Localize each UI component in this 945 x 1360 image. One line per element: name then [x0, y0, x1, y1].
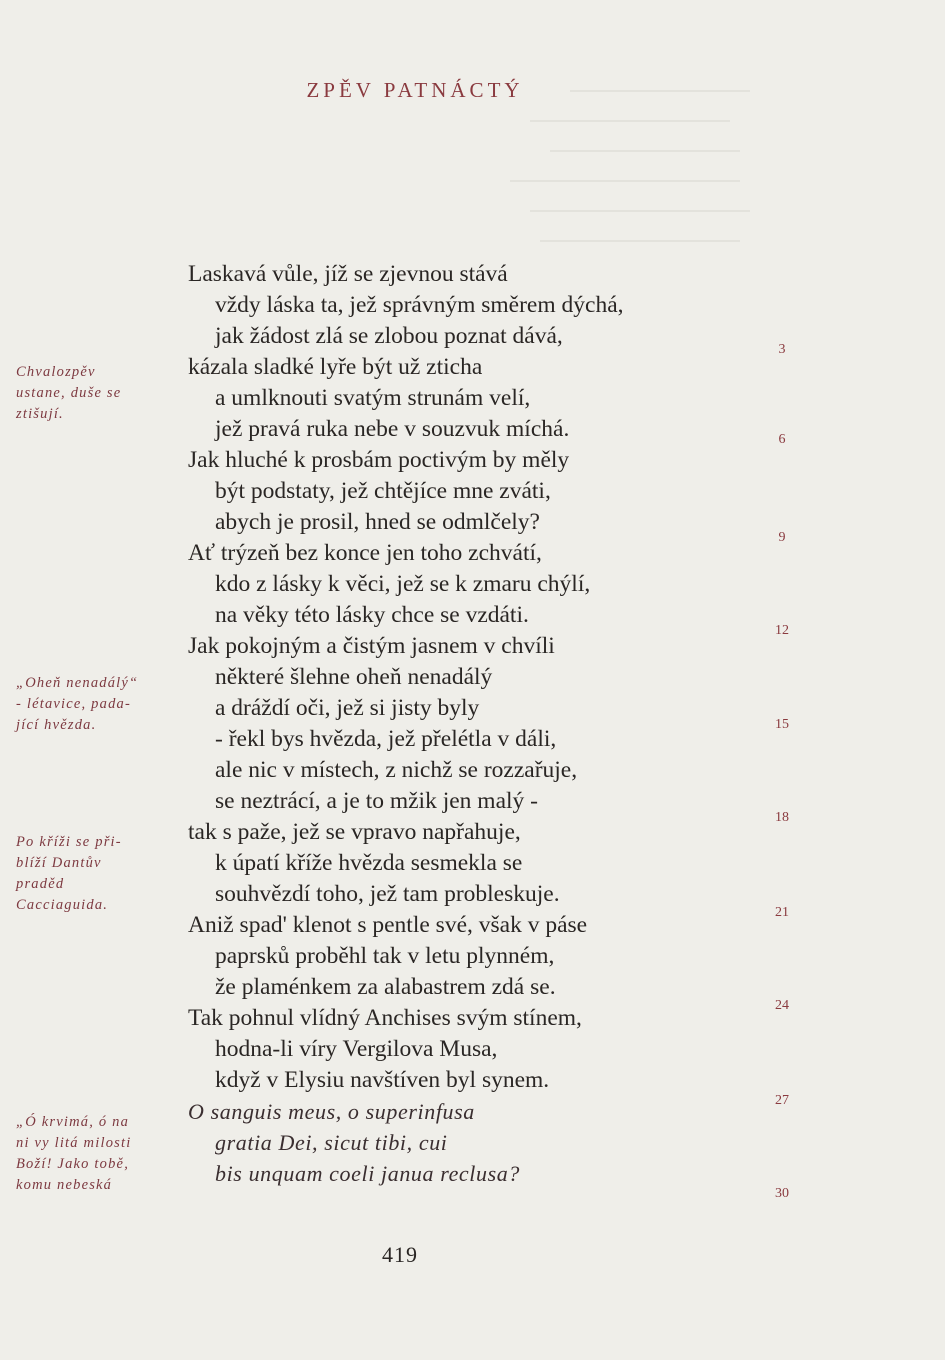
gloss-line: - létavice, pada- — [16, 696, 132, 712]
line-number: 15 — [775, 717, 789, 732]
line-number: 18 — [775, 810, 789, 825]
gloss-line: ni vy litá milosti — [16, 1135, 132, 1151]
verse-line: jak žádost zlá se zlobou poznat dává, — [215, 323, 563, 349]
line-number: 21 — [775, 905, 789, 920]
verse-line: když v Elysiu navštíven byl synem. — [215, 1067, 550, 1093]
margin-gloss — [16, 362, 166, 425]
line-number: 6 — [778, 432, 786, 447]
gloss-line: Boží! Jako tobě, — [16, 1156, 130, 1172]
verse-line-latin: gratia Dei, sicut tibi, cui — [215, 1130, 448, 1155]
line-number: 24 — [775, 998, 789, 1013]
line-number: 3 — [778, 342, 786, 357]
verse-line: Laskavá vůle, jíž se zjevnou stává — [188, 261, 508, 287]
verse-line: tak s paže, jež se vpravo napřahuje, — [188, 819, 521, 845]
margin-gloss — [16, 832, 166, 916]
verse-line: Jak pokojným a čistým jasnem v chvíli — [188, 633, 555, 659]
verse-line-latin: O sanguis meus, o superinfusa — [188, 1099, 475, 1124]
verse-line: hodna-li víry Vergilova Musa, — [215, 1036, 498, 1062]
gloss-line: Cacciaguida. — [16, 897, 109, 913]
verse-line: se neztrácí, a je to mžik jen malý - — [215, 788, 538, 814]
margin-gloss — [16, 673, 166, 736]
verse-line: Ať trýzeň bez konce jen toho zchvátí, — [188, 540, 542, 566]
verse-line: kdo z lásky k věci, jež se k zmaru chýlí, — [215, 571, 591, 597]
verse-line: abych je prosil, hned se odmlčely? — [215, 509, 540, 535]
page-title: ZPĚV PATNÁCTÝ — [306, 78, 524, 102]
verse-text — [188, 259, 624, 1189]
verse-line: a dráždí oči, jež si jisty byly — [215, 695, 480, 721]
verse-line: souhvězdí toho, jež tam probleskuje. — [215, 881, 560, 907]
verse-line: jež pravá ruka nebe v souzvuk míchá. — [215, 416, 570, 442]
line-number: 12 — [775, 623, 789, 638]
verse-line: některé šlehne oheň nenadálý — [215, 664, 493, 690]
gloss-line: ztišují. — [16, 406, 64, 422]
gloss-line: komu nebeská — [16, 1177, 113, 1193]
verse-line: Tak pohnul vlídný Anchises svým stínem, — [188, 1005, 582, 1031]
gloss-line: Po kříži se při- — [16, 834, 122, 850]
gloss-line: „Ó krvimá, ó na — [16, 1114, 130, 1130]
line-number: 27 — [775, 1093, 789, 1108]
gloss-line: jící hvězda. — [16, 717, 97, 733]
verse-line: - řekl bys hvězda, jež přelétla v dáli, — [215, 726, 557, 752]
verse-line: být podstaty, jež chtějíce mne zváti, — [215, 478, 551, 504]
line-number: 30 — [775, 1186, 789, 1201]
verse-line: kázala sladké lyře být už zticha — [188, 354, 483, 380]
verse-line: paprsků proběhl tak v letu plynném, — [215, 943, 555, 969]
verse-line: vždy láska ta, jež správným směrem dýchá, — [215, 292, 624, 318]
gloss-line: praděd — [16, 876, 65, 892]
verse-line: Jak hluché k prosbám poctivým by měly — [188, 447, 570, 473]
line-number: 9 — [778, 530, 786, 545]
margin-gloss — [16, 1112, 166, 1196]
gloss-line: „Oheň nenadálý“ — [16, 675, 139, 691]
verse-line: k úpatí kříže hvězda sesmekla se — [215, 850, 523, 876]
gloss-line: ustane, duše se — [16, 385, 122, 401]
verse-line: že plaménkem za alabastrem zdá se. — [215, 974, 556, 1000]
gloss-line: blíží Dantův — [16, 855, 102, 871]
gloss-line: Chvalozpěv — [16, 364, 96, 380]
verse-line: ale nic v místech, z nichž se rozzařuje, — [215, 757, 578, 783]
verse-line: Aniž spad' klenot s pentle své, však v páse — [188, 912, 588, 938]
verse-line-latin: bis unquam coeli janua reclusa? — [215, 1161, 520, 1186]
verse-line: na věky této lásky chce se vzdáti. — [215, 602, 529, 628]
verse-line: a umlknouti svatým strunám velí, — [215, 385, 531, 411]
page-number: 419 — [382, 1242, 418, 1267]
